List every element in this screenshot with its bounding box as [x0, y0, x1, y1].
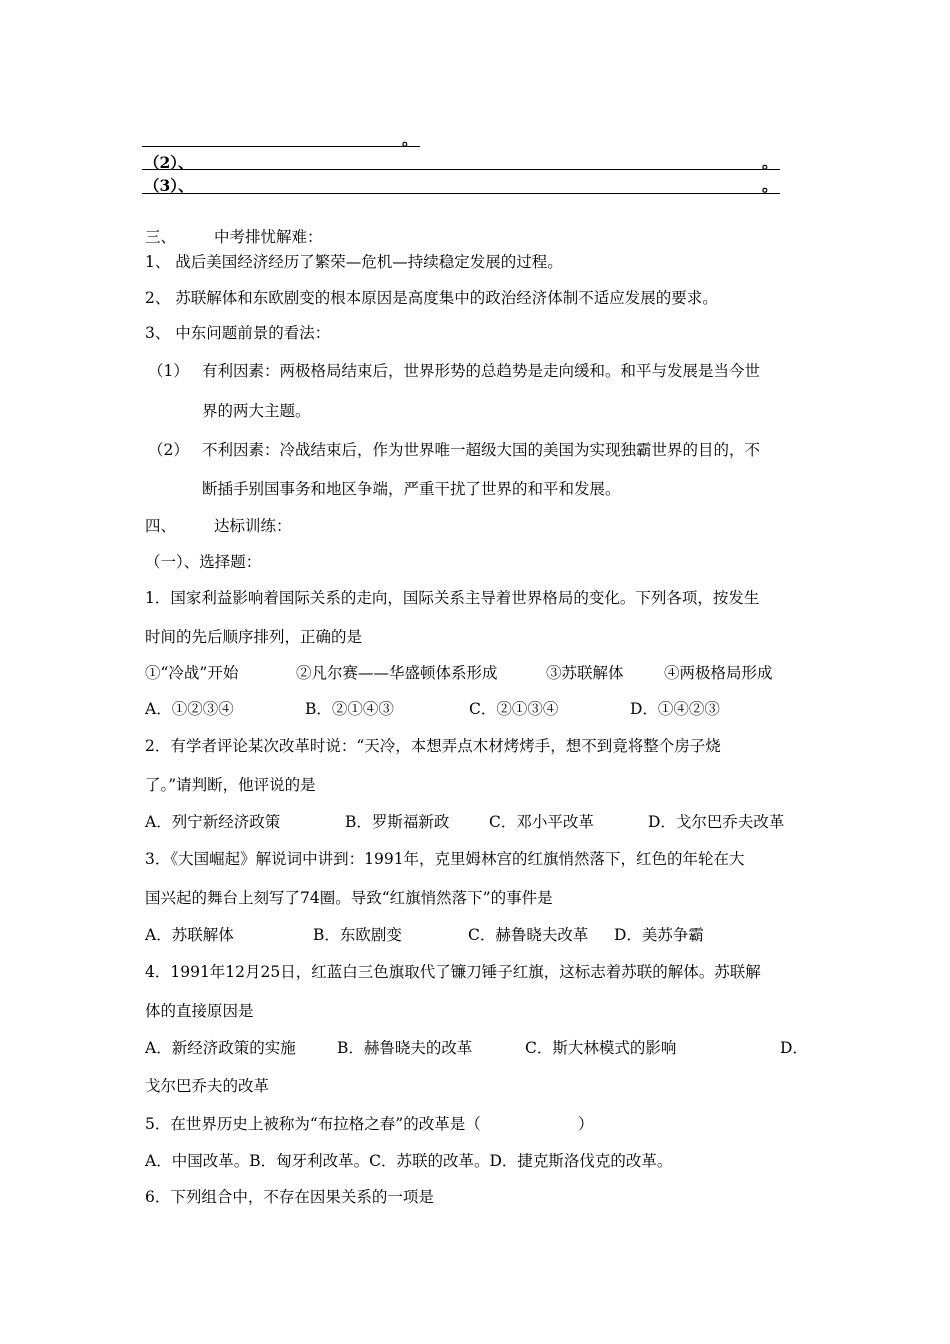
question-1-item-1: ①“冷战”开始 [145, 664, 239, 682]
question-4-option-a: A．新经济政策的实施 [145, 1039, 296, 1057]
question-3-option-c: C．赫鲁晓夫改革 [468, 926, 589, 944]
question-3-option-d: D．美苏争霸 [614, 926, 704, 944]
item-1-line-1: 有利因素：两极格局结束后，世界形势的总趋势是走向缓和。和平与发展是当今世 [202, 362, 761, 380]
section-3-paragraph-2: 2、 苏联解体和东欧剧变的根本原因是高度集中的政治经济体制不适应发展的要求。 [145, 289, 718, 307]
question-4-line-1: 4．1991年12月25日，红蓝白三色旗取代了镰刀锤子红旗，这标志着苏联的解体。苏联解 [145, 963, 761, 981]
blank-3-label: （3）、 [144, 176, 194, 195]
blank-3-end: 。 [762, 176, 778, 195]
section-4-title: 达标训练： [214, 517, 292, 535]
question-1-item-2: ②凡尔赛——华盛顿体系形成 [296, 664, 498, 682]
section-3-title: 中考排忧解难： [214, 228, 323, 246]
section-3-paragraph-3: 3、 中东问题前景的看法： [145, 324, 331, 342]
question-2-option-c: C．邓小平改革 [489, 813, 594, 831]
item-1-number: （1） [148, 362, 189, 380]
item-1-line-2: 界的两大主题。 [202, 402, 311, 420]
question-1-option-d: D．①④②③ [630, 700, 720, 718]
question-4-option-d: D． [780, 1039, 808, 1057]
question-6-line-1: 6．下列组合中，不存在因果关系的一项是 [145, 1188, 434, 1206]
question-1-line-1: 1．国家利益影响着国际关系的走向，国际关系主导着世界格局的变化。下列各项，按发生 [145, 589, 760, 607]
question-4-line-2: 体的直接原因是 [145, 1002, 254, 1020]
question-2-option-b: B．罗斯福新政 [345, 813, 450, 831]
question-1-option-a: A．①②③④ [145, 700, 234, 718]
question-1-item-4: ④两极格局形成 [664, 664, 773, 682]
answer-blank-line-1 [142, 146, 420, 147]
answer-blank-line-3 [142, 193, 780, 194]
blank-2-end: 。 [762, 153, 778, 172]
blank-2-label: （2）、 [144, 153, 194, 172]
question-2-option-d: D．戈尔巴乔夫改革 [648, 813, 785, 831]
item-2-line-2: 断插手别国事务和地区争端，严重干扰了世界的和平和发展。 [202, 480, 621, 498]
question-5-options: A．中国改革。B．匈牙利改革。C．苏联的改革。D．捷克斯洛伐克的改革。 [145, 1152, 673, 1170]
question-3-line-2: 国兴起的舞台上刻写了74圈。导致“红旗悄然落下”的事件是 [145, 889, 553, 907]
question-2-line-2: 了。”请判断，他评说的是 [145, 776, 316, 794]
question-1-option-b: B．②①④③ [305, 700, 394, 718]
question-2-option-a: A．列宁新经济政策 [145, 813, 281, 831]
section-4-subtitle: （一）、选择题： [145, 553, 262, 571]
item-2-line-1: 不利因素：冷战结束后，作为世界唯一超级大国的美国为实现独霸世界的目的，不 [202, 441, 761, 459]
question-2-line-1: 2．有学者评论某次改革时说：“天冷，本想弄点木材烤烤手，想不到竟将整个房子烧 [145, 737, 721, 755]
question-1-item-3: ③苏联解体 [546, 664, 624, 682]
question-5-line-1: 5．在世界历史上被称为“布拉格之春”的改革是（ [145, 1115, 481, 1133]
section-4-number: 四、 [145, 517, 177, 535]
question-3-option-b: B．东欧剧变 [313, 926, 402, 944]
answer-blank-line-2 [142, 169, 780, 170]
question-5-close-paren: ） [578, 1115, 594, 1133]
section-3-paragraph-1: 1、 战后美国经济经历了繁荣—危机—持续稳定发展的过程。 [145, 253, 563, 271]
item-2-number: （2） [148, 441, 189, 459]
question-4-option-c: C．斯大林模式的影响 [525, 1039, 677, 1057]
question-1-option-c: C．②①③④ [469, 700, 559, 718]
section-3-number: 三、 [145, 228, 177, 246]
question-1-line-2: 时间的先后顺序排列，正确的是 [145, 628, 363, 646]
question-4-line-4: 戈尔巴乔夫的改革 [145, 1077, 270, 1095]
blank-1-end: 。 [402, 130, 418, 149]
question-4-option-b: B．赫鲁晓夫的改革 [337, 1039, 473, 1057]
question-3-option-a: A．苏联解体 [145, 926, 234, 944]
question-3-line-1: 3．《大国崛起》解说词中讲到：1991年，克里姆林宫的红旗悄然落下，红色的年轮在大 [145, 850, 745, 868]
